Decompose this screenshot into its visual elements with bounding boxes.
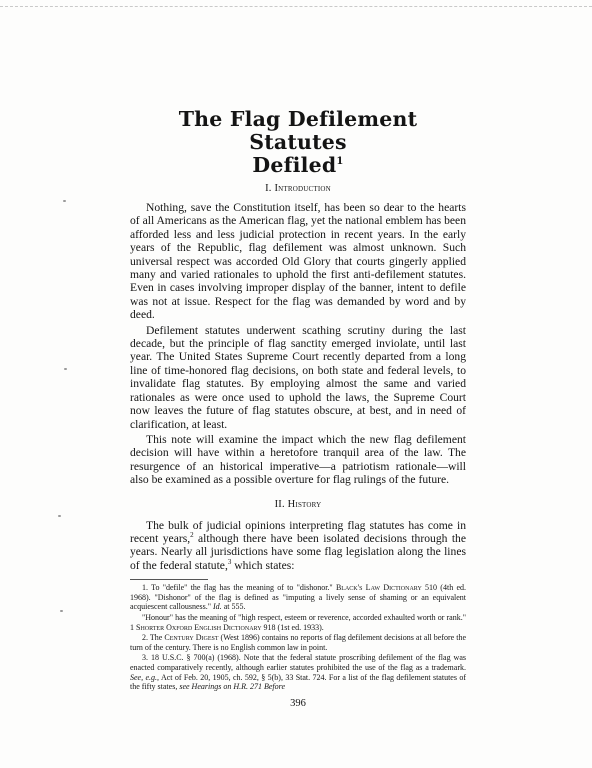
intro-paragraph-2: Defilement statutes underwent scathing scrutiny during the last decade, but the principle of flag sanctity emerged inviolate, until last year. The United States Supreme Court recently departed from a long line of time-honored flag decisions, on both state and federal levels, to invalidate flag statutes. By employing almost the same and varied rationales as were once used to uphold the laws, the Supreme Court now leaves the future of flag statutes obscure, at best, and in need of clarification, at least. (130, 323, 466, 431)
title-line-1: The Flag Defilement Statutes (178, 107, 418, 154)
footnote-divider (130, 579, 208, 580)
fn-text: "Honour" has the meaning of "high respect, esteem or reverence, accorded exhaulted worth or rank." 1 (130, 612, 466, 632)
scan-speck (60, 610, 63, 612)
fn-text: 3. 18 U.S.C. § 700(a) (1968). Note that the federal statute proscribing defilement of the flag was enacted comparatively recently, although earlier statutes prohibited the use of the flag as a trademark. (130, 653, 466, 672)
history-text-2: although there have been isolated decisions through the years. Nearly all jurisdictions have some flag legislation along the lines of the federal statute, (130, 531, 466, 572)
history-paragraph (130, 519, 466, 573)
history-text-1: The bulk of judicial opinions interpreting flag statutes has come in recent years, (130, 518, 466, 545)
intro-paragraph-3: This note will examine the impact which the new flag defilement decision will have within a heretofore tranquil area of the law. The resurgence of an historical imperative—a patriotism rationale—will also be examined as a possible overture for flag rulings of the future. (130, 432, 466, 487)
footnote-1-continued (130, 613, 466, 632)
intro-paragraph-1: Nothing, save the Constitution itself, has been so dear to the hearts of all Americans as the American flag, yet the national emblem has been afforded less and less judicial protection in recent years. In the early years of the Republic, flag defilement was almost unknown. Such universal respect was accorded Old Glory that courts gingerly applied many and varied rationales to uphold the first anti-defilement statutes. Even in cases involving improper display of the banner, intent to defile was not at issue. Respect for the flag was demanded by word and by deed. (130, 201, 466, 322)
scan-speck (63, 200, 66, 202)
page-number: 396 (290, 697, 306, 709)
scan-speck (64, 368, 67, 370)
article-body (130, 108, 466, 709)
article-title (130, 108, 466, 177)
footnote-1 (130, 583, 466, 612)
scan-speck (58, 515, 61, 517)
fn-text: (West 1896) contains no reports of flag defilement decisions at all before the turn of the century. There is no English common law in point. (130, 633, 466, 652)
title-word: Defiled (252, 153, 337, 177)
section-heading-history: II. History (274, 498, 322, 510)
fn-citation-source: Shorter Oxford English Dictionary (136, 622, 262, 632)
fn-signal: See, e.g., (130, 672, 160, 682)
fn-text: 510 (4th ed. 1968). "Dishonor" of the flag is defined as "imputing a lively sense of shaming or an equivalent acquiescent callousness." (130, 583, 466, 612)
history-text-3: which states: (231, 558, 295, 572)
section-heading-introduction: I. Introduction (265, 183, 331, 194)
footnote-ref-2: 2 (190, 531, 194, 540)
fn-text: 918 (1st ed. 1933). (261, 622, 324, 632)
footnote-2 (130, 633, 466, 652)
title-footnote-mark: 1 (336, 156, 344, 168)
footnote-ref-3: 3 (227, 557, 232, 566)
fn-text: 2. The (142, 633, 165, 643)
scan-edge-line (0, 6, 592, 7)
fn-citation-source: Century Digest (164, 633, 219, 643)
fn-citation-source: Black's Law Dictionary (335, 583, 422, 593)
fn-text: Act of Feb. 20, 1905, ch. 592, § 5(b), 33 Stat. 724. For a list of the flag defilement statutes of the fifty states, (130, 672, 466, 692)
fn-text: 1. To "defile" the flag has the meaning of to "dishonor." (142, 583, 336, 593)
fn-signal: see Hearings on H.R. 271 Before (179, 682, 286, 692)
footnote-3 (130, 653, 466, 691)
fn-text: at 555. (221, 602, 246, 612)
title-line-2 (130, 154, 466, 177)
fn-signal: Id. (213, 602, 222, 612)
